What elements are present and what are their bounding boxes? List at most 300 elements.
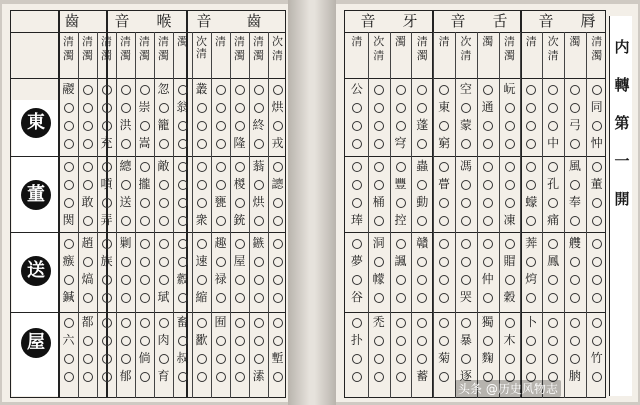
empty-slot-circle	[197, 180, 207, 190]
rhyme-character: 中	[547, 136, 560, 150]
rhyme-character: 蠓	[525, 195, 538, 209]
empty-slot-circle	[374, 293, 384, 303]
tone-marker: 送	[21, 256, 51, 286]
empty-slot-circle	[570, 336, 580, 346]
rhyme-character: 叢	[195, 82, 208, 96]
rhyme-character: 肉	[157, 333, 170, 347]
rhyme-character: 弄	[100, 213, 113, 227]
rhyme-character: 幪	[372, 272, 385, 286]
empty-slot-circle	[216, 121, 226, 131]
articulation-class-label: 清	[234, 35, 245, 48]
empty-slot-circle	[235, 85, 245, 95]
rhyme-character: 敢	[81, 195, 94, 209]
empty-slot-circle	[159, 275, 169, 285]
empty-slot-circle	[83, 257, 93, 267]
empty-slot-circle	[159, 257, 169, 267]
empty-slot-circle	[140, 239, 150, 249]
chart-title-column	[609, 16, 632, 396]
empty-slot-circle	[254, 103, 264, 113]
empty-slot-circle	[352, 372, 362, 382]
tone-marker: 屋	[21, 328, 51, 358]
empty-slot-circle	[592, 162, 602, 172]
empty-slot-circle	[254, 336, 264, 346]
empty-slot-circle	[483, 121, 493, 131]
rhyme-character: 逐	[459, 369, 472, 383]
rhyme-character: 衆	[195, 213, 208, 227]
articulation-class-label: 濁	[591, 49, 603, 62]
rhyme-character: 蓄	[416, 369, 429, 383]
empty-slot-circle	[64, 198, 74, 208]
rhyme-character: 哭	[459, 290, 472, 304]
column-rule	[455, 32, 456, 398]
tone-marker: 東	[21, 108, 51, 138]
empty-slot-circle	[159, 318, 169, 328]
articulation-class-label: 濁	[63, 49, 74, 62]
empty-slot-circle	[570, 275, 580, 285]
column-rule	[192, 32, 193, 398]
empty-slot-circle	[396, 103, 406, 113]
empty-slot-circle	[254, 257, 264, 267]
group-header: 齒	[246, 12, 262, 30]
empty-slot-circle	[102, 85, 112, 95]
empty-slot-circle	[197, 354, 207, 364]
rhyme-character: 郁	[119, 369, 132, 383]
articulation-class-label: 濁	[253, 49, 264, 62]
empty-slot-circle	[83, 293, 93, 303]
empty-slot-circle	[254, 216, 264, 226]
empty-slot-circle	[121, 275, 131, 285]
empty-slot-circle	[216, 336, 226, 346]
articulation-class-label: 次	[272, 35, 283, 48]
empty-slot-circle	[352, 318, 362, 328]
rhyme-character: 通	[481, 100, 494, 114]
empty-slot-circle	[592, 318, 602, 328]
articulation-class-label: 次	[460, 35, 472, 48]
empty-slot-circle	[121, 216, 131, 226]
empty-slot-circle	[178, 293, 188, 303]
tone-marker: 董	[21, 180, 51, 210]
empty-slot-circle	[254, 85, 264, 95]
column-rule	[390, 32, 391, 398]
group-header: 音	[538, 12, 554, 30]
empty-slot-circle	[505, 180, 515, 190]
empty-slot-circle	[178, 198, 188, 208]
empty-slot-circle	[197, 103, 207, 113]
rhyme-character: 谷	[350, 290, 363, 304]
empty-slot-circle	[178, 216, 188, 226]
rhyme-character: 椶	[233, 177, 246, 191]
articulation-class-label: 清	[460, 49, 472, 62]
empty-slot-circle	[140, 318, 150, 328]
rhyme-character: 鏃	[252, 236, 265, 250]
empty-slot-circle	[159, 103, 169, 113]
articulation-class-label: 清	[547, 49, 559, 62]
column-rule	[135, 32, 136, 398]
empty-slot-circle	[83, 372, 93, 382]
title-char: 一	[614, 152, 630, 170]
empty-slot-circle	[254, 318, 264, 328]
empty-slot-circle	[505, 275, 515, 285]
empty-slot-circle	[570, 139, 580, 149]
empty-slot-circle	[396, 121, 406, 131]
empty-slot-circle	[140, 162, 150, 172]
empty-slot-circle	[121, 293, 131, 303]
rhyme-character: 終	[252, 118, 265, 132]
column-rule	[368, 32, 369, 398]
articulation-class-label: 濁	[101, 49, 112, 62]
empty-slot-circle	[216, 216, 226, 226]
tone-rule	[10, 312, 286, 313]
rhyme-character: 空	[459, 82, 472, 96]
empty-slot-circle	[235, 354, 245, 364]
rhyme-character: 六	[62, 333, 75, 347]
empty-slot-circle	[396, 162, 406, 172]
empty-slot-circle	[83, 121, 93, 131]
empty-slot-circle	[396, 293, 406, 303]
empty-slot-circle	[273, 293, 283, 303]
empty-slot-circle	[273, 336, 283, 346]
tone-divider	[58, 10, 60, 398]
rhyme-character: 剿	[119, 236, 132, 250]
empty-slot-circle	[505, 318, 515, 328]
articulation-class-label: 清	[504, 35, 515, 48]
group-header: 音	[196, 12, 212, 30]
articulation-class-label: 次清	[196, 35, 207, 60]
column-rule	[499, 32, 500, 398]
empty-slot-circle	[216, 372, 226, 382]
rhyme-character: 籠	[157, 118, 170, 132]
rhyme-character: 鳳	[547, 254, 560, 268]
empty-slot-circle	[64, 103, 74, 113]
rhyme-character: 穀	[503, 290, 516, 304]
empty-slot-circle	[483, 162, 493, 172]
empty-slot-circle	[102, 162, 112, 172]
empty-slot-circle	[483, 293, 493, 303]
empty-slot-circle	[197, 121, 207, 131]
rhyme-character: 董	[590, 177, 603, 191]
empty-slot-circle	[197, 318, 207, 328]
empty-slot-circle	[159, 239, 169, 249]
articulation-class-label: 清	[416, 35, 428, 48]
column-rule	[154, 32, 155, 398]
tone-rule	[344, 232, 606, 233]
column-rule	[564, 32, 565, 398]
empty-slot-circle	[461, 103, 471, 113]
column-rule	[249, 32, 250, 398]
empty-slot-circle	[273, 275, 283, 285]
articulation-class-label: 清	[272, 49, 283, 62]
empty-slot-circle	[254, 354, 264, 364]
empty-slot-circle	[64, 354, 74, 364]
articulation-class-label: 濁	[416, 49, 428, 62]
right-page	[336, 4, 638, 402]
empty-slot-circle	[374, 162, 384, 172]
group-header: 音	[114, 12, 130, 30]
empty-slot-circle	[374, 257, 384, 267]
rhyme-character: 朒	[568, 369, 581, 383]
rhyme-character: 動	[416, 195, 429, 209]
articulation-class-label: 清	[438, 35, 450, 48]
rhyme-character: 賵	[503, 254, 516, 268]
rhyme-character: 攏	[138, 177, 151, 191]
empty-slot-circle	[396, 275, 406, 285]
rhyme-character: 速	[195, 254, 208, 268]
column-rule	[542, 32, 543, 398]
empty-slot-circle	[83, 139, 93, 149]
empty-slot-circle	[396, 85, 406, 95]
empty-slot-circle	[178, 239, 188, 249]
rhyme-character: 鬷	[62, 82, 75, 96]
empty-slot-circle	[461, 354, 471, 364]
empty-slot-circle	[216, 354, 226, 364]
column-rule	[230, 32, 231, 398]
empty-slot-circle	[235, 275, 245, 285]
articulation-class-label: 清	[351, 35, 363, 48]
empty-slot-circle	[64, 162, 74, 172]
empty-slot-circle	[374, 85, 384, 95]
column-rule	[268, 32, 269, 398]
empty-slot-circle	[235, 121, 245, 131]
articulation-class-label: 濁	[482, 35, 494, 48]
empty-slot-circle	[197, 275, 207, 285]
rhyme-character: 趣	[214, 236, 227, 250]
empty-slot-circle	[505, 198, 515, 208]
title-char: 内	[614, 38, 630, 56]
empty-slot-circle	[83, 162, 93, 172]
empty-slot-circle	[592, 239, 602, 249]
empty-slot-circle	[83, 180, 93, 190]
articulation-class-label: 濁	[177, 35, 188, 48]
column-rule	[173, 32, 174, 398]
rhyme-character: 焪	[525, 272, 538, 286]
rhyme-character: 公	[350, 82, 363, 96]
rhyme-character: 倘	[138, 351, 151, 365]
empty-slot-circle	[374, 372, 384, 382]
empty-slot-circle	[505, 103, 515, 113]
rhyme-character: 瘯	[62, 254, 75, 268]
empty-slot-circle	[102, 354, 112, 364]
empty-slot-circle	[121, 103, 131, 113]
tone-column	[12, 100, 58, 396]
empty-slot-circle	[140, 85, 150, 95]
column-rule	[411, 32, 412, 398]
rhyme-character: 總	[119, 159, 132, 173]
rhyme-character: 敵	[157, 159, 170, 173]
empty-slot-circle	[235, 239, 245, 249]
empty-slot-circle	[178, 180, 188, 190]
empty-slot-circle	[570, 293, 580, 303]
empty-slot-circle	[273, 198, 283, 208]
rhyme-character: 熇	[81, 272, 94, 286]
empty-slot-circle	[273, 85, 283, 95]
group-header: 音	[360, 12, 376, 30]
empty-slot-circle	[396, 354, 406, 364]
rhyme-character: 同	[590, 100, 603, 114]
empty-slot-circle	[570, 257, 580, 267]
articulation-class-label: 濁	[504, 49, 515, 62]
empty-slot-circle	[178, 121, 188, 131]
rhyme-character: 族	[100, 254, 113, 268]
empty-slot-circle	[216, 257, 226, 267]
articulation-class-label: 濁	[158, 49, 169, 62]
rhyme-character: 仲	[481, 272, 494, 286]
articulation-class-label: 濁	[569, 35, 581, 48]
empty-slot-circle	[235, 372, 245, 382]
articulation-class-label: 清	[120, 35, 131, 48]
empty-slot-circle	[374, 216, 384, 226]
rhyme-character: 豐	[394, 177, 407, 191]
empty-slot-circle	[235, 336, 245, 346]
rhyme-character: 蓊	[252, 159, 265, 173]
empty-slot-circle	[140, 372, 150, 382]
rhyme-character: 崇	[138, 100, 151, 114]
rhyme-character: 溸	[252, 369, 265, 383]
empty-slot-circle	[461, 139, 471, 149]
articulation-class-label: 濁	[234, 49, 245, 62]
empty-slot-circle	[352, 198, 362, 208]
empty-slot-circle	[592, 293, 602, 303]
empty-slot-circle	[273, 318, 283, 328]
empty-slot-circle	[374, 139, 384, 149]
empty-slot-circle	[273, 216, 283, 226]
rhyme-character: 控	[394, 213, 407, 227]
rhyme-character: 謥	[271, 177, 284, 191]
rhyme-character: 烘	[252, 195, 265, 209]
empty-slot-circle	[396, 318, 406, 328]
empty-slot-circle	[197, 139, 207, 149]
rhyme-character: 囿	[214, 315, 227, 329]
empty-slot-circle	[178, 85, 188, 95]
empty-slot-circle	[461, 257, 471, 267]
empty-slot-circle	[273, 162, 283, 172]
rhyme-character: 関	[62, 213, 75, 227]
empty-slot-circle	[159, 139, 169, 149]
rhyme-character: 暴	[459, 333, 472, 347]
group-header: 齒	[64, 12, 80, 30]
empty-slot-circle	[178, 162, 188, 172]
empty-slot-circle	[592, 85, 602, 95]
rhyme-character: 縠	[176, 272, 189, 286]
rhyme-character: 叔	[176, 351, 189, 365]
rhyme-character: 東	[438, 100, 451, 114]
rhyme-character: 獨	[481, 315, 494, 329]
empty-slot-circle	[374, 180, 384, 190]
empty-slot-circle	[396, 239, 406, 249]
rhyme-character: 送	[119, 195, 132, 209]
rhyme-character: 痛	[547, 213, 560, 227]
empty-slot-circle	[64, 139, 74, 149]
rhyme-character: 禄	[214, 272, 227, 286]
empty-slot-circle	[570, 180, 580, 190]
rhyme-character: 扑	[350, 333, 363, 347]
empty-slot-circle	[121, 336, 131, 346]
empty-slot-circle	[352, 239, 362, 249]
rhyme-character: 充	[100, 136, 113, 150]
empty-slot-circle	[483, 216, 493, 226]
articulation-class-label: 清	[101, 35, 112, 48]
empty-slot-circle	[197, 239, 207, 249]
empty-slot-circle	[83, 85, 93, 95]
articulation-class-label: 濁	[139, 49, 150, 62]
empty-slot-circle	[102, 198, 112, 208]
empty-slot-circle	[102, 293, 112, 303]
rhyme-character: 歠	[195, 333, 208, 347]
empty-slot-circle	[374, 354, 384, 364]
rhyme-character: 蟲	[416, 159, 429, 173]
rhyme-character: 禿	[372, 315, 385, 329]
rhyme-character: 忽	[157, 82, 170, 96]
empty-slot-circle	[592, 336, 602, 346]
rhyme-character: 弓	[568, 118, 581, 132]
empty-slot-circle	[159, 354, 169, 364]
empty-slot-circle	[396, 372, 406, 382]
rhyme-character: 塹	[271, 351, 284, 365]
empty-slot-circle	[483, 239, 493, 249]
rhyme-character: 穹	[394, 136, 407, 150]
rhyme-character: 風	[568, 159, 581, 173]
rhyme-character: 麴	[481, 351, 494, 365]
empty-slot-circle	[396, 336, 406, 346]
empty-slot-circle	[273, 372, 283, 382]
empty-slot-circle	[121, 354, 131, 364]
empty-slot-circle	[216, 139, 226, 149]
empty-slot-circle	[352, 180, 362, 190]
empty-slot-circle	[197, 162, 207, 172]
empty-slot-circle	[159, 216, 169, 226]
rhyme-character: 贛	[416, 236, 429, 250]
column-rule	[97, 32, 98, 398]
group-header: 脣	[580, 12, 596, 30]
empty-slot-circle	[592, 257, 602, 267]
empty-slot-circle	[121, 257, 131, 267]
empty-slot-circle	[461, 216, 471, 226]
empty-slot-circle	[83, 103, 93, 113]
column-rule	[520, 32, 521, 398]
empty-slot-circle	[461, 318, 471, 328]
rhyme-character: 木	[503, 333, 516, 347]
empty-slot-circle	[352, 162, 362, 172]
empty-slot-circle	[505, 121, 515, 131]
empty-slot-circle	[254, 293, 264, 303]
empty-slot-circle	[254, 180, 264, 190]
rhyme-character: 奉	[568, 195, 581, 209]
empty-slot-circle	[64, 372, 74, 382]
articulation-class-label: 清	[139, 35, 150, 48]
rhyme-character: 卜	[525, 315, 538, 329]
column-rule	[211, 32, 212, 398]
rhyme-character: 艭	[568, 236, 581, 250]
rhyme-character: 凍	[503, 213, 516, 227]
empty-slot-circle	[592, 198, 602, 208]
empty-slot-circle	[83, 216, 93, 226]
empty-slot-circle	[396, 198, 406, 208]
rhyme-character: 隆	[233, 136, 246, 150]
title-char: 第	[614, 114, 630, 132]
empty-slot-circle	[64, 318, 74, 328]
rhyme-character: 孔	[547, 177, 560, 191]
rhyme-character: 翁	[176, 100, 189, 114]
empty-slot-circle	[216, 85, 226, 95]
empty-slot-circle	[352, 121, 362, 131]
column-rule	[78, 32, 79, 398]
rhyme-character: 馮	[459, 159, 472, 173]
column-rule	[477, 32, 478, 398]
empty-slot-circle	[121, 139, 131, 149]
title-char: 開	[614, 190, 630, 208]
rhyme-character: 甕	[214, 195, 227, 209]
rhyme-character: 瞢	[438, 177, 451, 191]
empty-slot-circle	[461, 180, 471, 190]
